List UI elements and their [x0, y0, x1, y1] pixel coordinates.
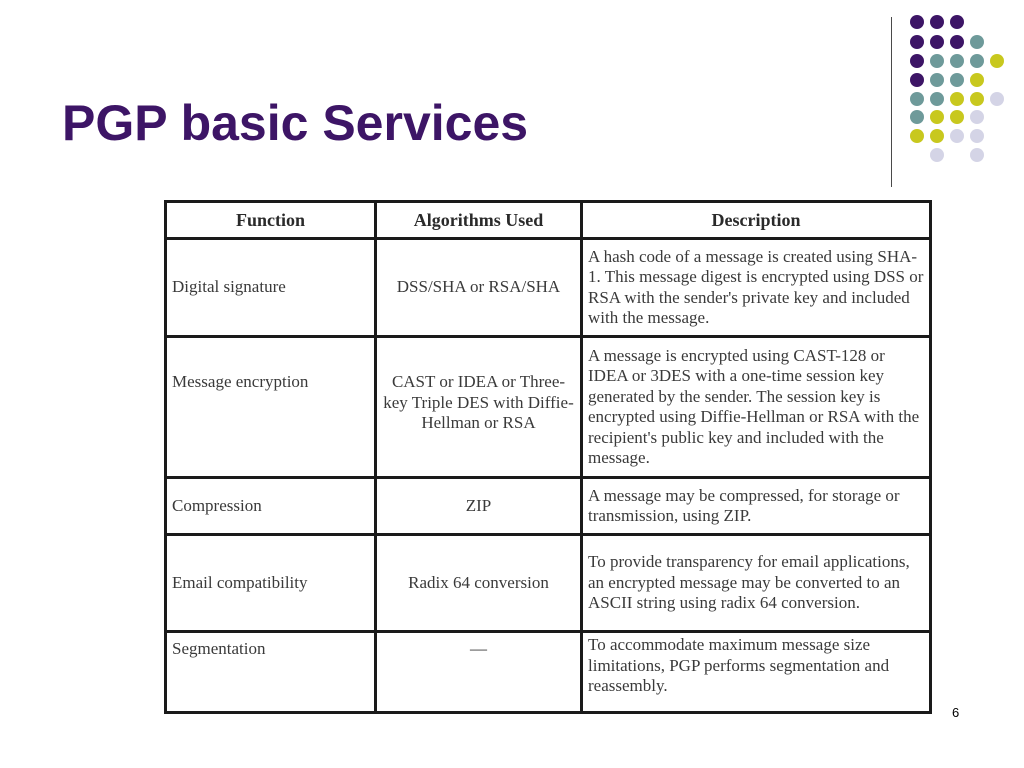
cell-description: A message may be compressed, for storage or transmission, using ZIP.	[582, 478, 931, 535]
header-algorithms-used: Algorithms Used	[376, 202, 582, 239]
decorative-dot	[950, 92, 964, 106]
cell-function: Compression	[166, 478, 376, 535]
decorative-dot	[930, 110, 944, 124]
pgp-services-table	[164, 200, 932, 714]
decorative-dot	[930, 54, 944, 68]
cell-description: A message is encrypted using CAST-128 or IDEA or 3DES with a one-time session key generated by the sender. The session key is encrypted using Diffie-Hellman or RSA with the recipient's public key and included with the message.	[582, 337, 931, 478]
decorative-dot	[930, 73, 944, 87]
decorative-dot	[930, 35, 944, 49]
services-table-frame	[161, 197, 932, 717]
cell-function: Message encryption	[166, 337, 376, 478]
decorative-dot	[930, 148, 944, 162]
decorative-dot	[930, 92, 944, 106]
decorative-dot	[970, 54, 984, 68]
decorative-dot	[970, 148, 984, 162]
table-header-row	[166, 202, 931, 239]
decorative-dot	[970, 73, 984, 87]
table-row	[166, 239, 931, 337]
decorative-dot	[970, 129, 984, 143]
table-row	[166, 478, 931, 535]
cell-function: Digital signature	[166, 239, 376, 337]
table-row	[166, 337, 931, 478]
cell-description: To provide transparency for email applications, an encrypted message may be converted to an ASCII string using radix 64 conversion.	[582, 535, 931, 632]
decorative-dot	[910, 129, 924, 143]
table-row	[166, 632, 931, 713]
decorative-dot	[950, 73, 964, 87]
decorative-dot	[910, 35, 924, 49]
cell-algorithms: ZIP	[376, 478, 582, 535]
cell-algorithms: Radix 64 conversion	[376, 535, 582, 632]
decorative-dot	[950, 35, 964, 49]
cell-algorithms: —	[376, 632, 582, 713]
cell-description: To accommodate maximum message size limitations, PGP performs segmentation and reassembly.	[582, 632, 931, 713]
decorative-dot	[950, 15, 964, 29]
header-function: Function	[166, 202, 376, 239]
page-number: 6	[952, 705, 960, 720]
slide-title: PGP basic Services	[62, 95, 529, 151]
decorative-dot	[910, 54, 924, 68]
decorative-dot	[930, 129, 944, 143]
decorative-dot	[910, 92, 924, 106]
decorative-dot	[970, 92, 984, 106]
decorative-dot	[970, 110, 984, 124]
decorative-dot	[910, 110, 924, 124]
decorative-dot	[950, 129, 964, 143]
decorative-dot	[990, 92, 1004, 106]
decorative-dot	[990, 54, 1004, 68]
decorative-dot	[950, 110, 964, 124]
cell-algorithms: DSS/SHA or RSA/SHA	[376, 239, 582, 337]
cell-algorithms: CAST or IDEA or Three-key Triple DES with Diffie-Hellman or RSA	[376, 337, 582, 478]
cell-function: Email compatibility	[166, 535, 376, 632]
cell-description: A hash code of a message is created using SHA-1. This message digest is encrypted using DSS or RSA with the sender's private key and included with the message.	[582, 239, 931, 337]
decorative-dot	[950, 54, 964, 68]
decorative-dot	[910, 73, 924, 87]
header-description: Description	[582, 202, 931, 239]
table-row	[166, 535, 931, 632]
decorative-dot	[970, 35, 984, 49]
decorative-dot	[930, 15, 944, 29]
cell-function: Segmentation	[166, 632, 376, 713]
title-divider-line	[891, 17, 892, 187]
decorative-dot	[910, 15, 924, 29]
